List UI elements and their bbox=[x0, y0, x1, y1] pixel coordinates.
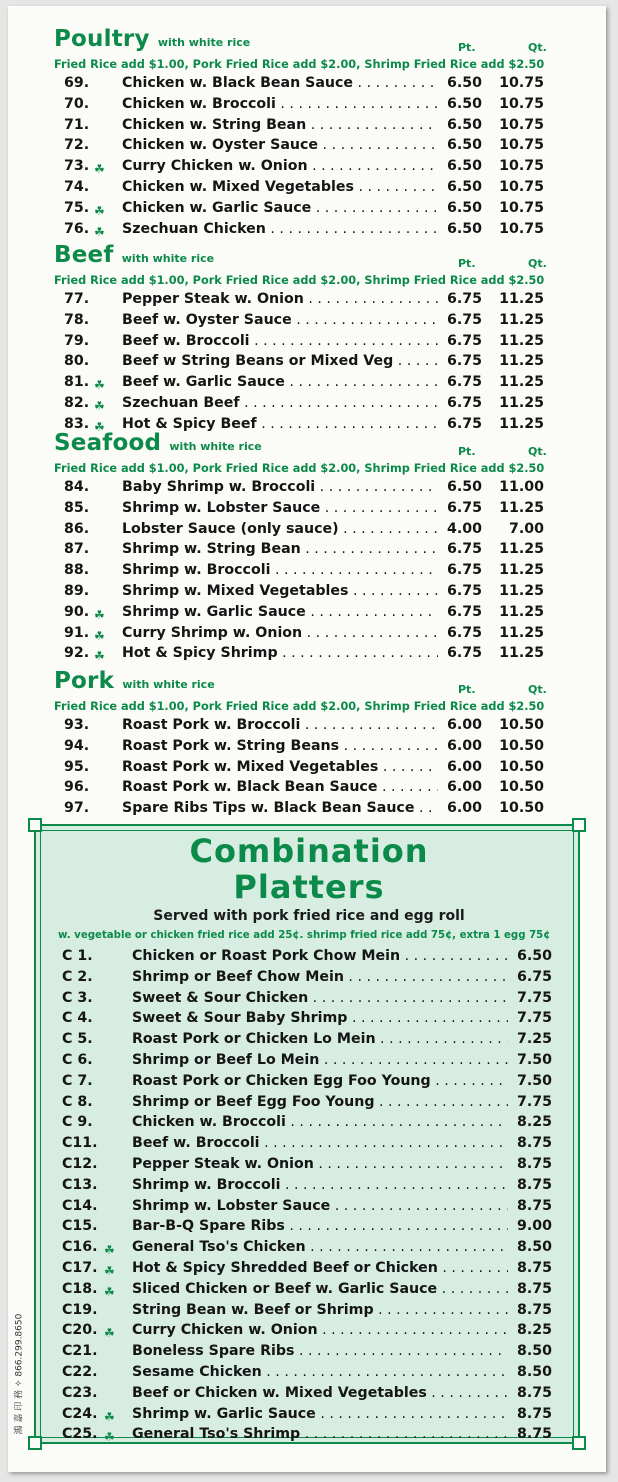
item-price-pint: 6.50 bbox=[446, 158, 482, 175]
combo-item-price: 8.75 bbox=[516, 1155, 552, 1172]
combo-item-number: C18. bbox=[62, 1280, 98, 1297]
item-price-pint: 6.00 bbox=[446, 758, 482, 775]
combo-item-price: 9.00 bbox=[516, 1218, 552, 1235]
item-price-quart: 11.25 bbox=[499, 645, 544, 662]
item-number: 70. bbox=[64, 95, 90, 112]
combo-item-row bbox=[36, 1258, 582, 1279]
item-price-quart: 11.25 bbox=[499, 415, 544, 432]
column-quart-label: Qt. bbox=[528, 41, 547, 54]
item-name: Shrimp w. Broccoli . . . bbox=[122, 560, 438, 581]
item-name: Chicken w. Oyster Sauce . . . bbox=[122, 135, 438, 156]
combo-item-row bbox=[36, 1300, 582, 1321]
item-number: 85. bbox=[64, 499, 90, 516]
combo-title-line2: Platters bbox=[233, 868, 385, 906]
combo-item-price: 6.50 bbox=[516, 948, 552, 964]
combo-item-number: C22. bbox=[62, 1363, 98, 1380]
item-name: Shrimp w. String Bean . . . bbox=[122, 539, 438, 560]
combo-item-number: C15. bbox=[62, 1218, 98, 1235]
combo-item-row bbox=[36, 1175, 582, 1196]
combo-item-name: Shrimp or Beef Egg Foo Young . . . bbox=[132, 1092, 508, 1113]
menu-item-row bbox=[8, 289, 606, 310]
combo-item-name: Sliced Chicken or Beef w. Garlic Sauce . . . bbox=[132, 1279, 508, 1300]
menu-item-row bbox=[8, 372, 606, 393]
item-name: Pepper Steak w. Onion . . . bbox=[122, 289, 438, 310]
column-pint-label: Pt. bbox=[458, 41, 476, 54]
item-number: 84. bbox=[64, 479, 90, 495]
section-subtitle: with white rice bbox=[122, 678, 215, 691]
item-price-quart: 11.25 bbox=[499, 353, 544, 370]
spicy-leaf-icon: ☘ bbox=[104, 1243, 115, 1258]
item-price-pint: 6.75 bbox=[446, 332, 482, 349]
corner-ornament-icon bbox=[572, 818, 586, 832]
combo-item-name: Shrimp w. Garlic Sauce . . . bbox=[132, 1404, 508, 1425]
item-price-pint: 6.75 bbox=[446, 394, 482, 411]
item-price-pint: 6.75 bbox=[446, 624, 482, 641]
item-number: 71. bbox=[64, 116, 90, 133]
menu-item-row bbox=[8, 519, 606, 540]
combo-item-row bbox=[36, 1133, 582, 1154]
item-price-quart: 11.00 bbox=[499, 479, 544, 495]
column-pint-label: Pt. bbox=[458, 683, 476, 696]
combo-item-price: 8.75 bbox=[516, 1301, 552, 1318]
item-name: Chicken w. Garlic Sauce . . . bbox=[122, 198, 438, 219]
combo-item-row bbox=[36, 1383, 582, 1404]
item-price-pint: 6.50 bbox=[446, 116, 482, 133]
item-number: 80. bbox=[64, 353, 90, 370]
menu-item-row bbox=[8, 156, 606, 177]
item-price-pint: 6.75 bbox=[446, 311, 482, 328]
item-name: Baby Shrimp w. Broccoli . . . bbox=[122, 477, 438, 498]
section-title-text: Seafood bbox=[54, 430, 162, 456]
combo-item-row bbox=[36, 1112, 582, 1133]
corner-ornament-icon bbox=[28, 818, 42, 832]
menu-item-row bbox=[8, 94, 606, 115]
item-price-quart: 10.75 bbox=[499, 75, 544, 91]
menu-item-row bbox=[8, 715, 606, 736]
item-name: Shrimp w. Garlic Sauce . . . bbox=[122, 602, 438, 623]
section-note: Fried Rice add $1.00, Pork Fried Rice add $2.00, Shrimp Fried Rice add $2.50 bbox=[54, 700, 545, 713]
section-beef bbox=[8, 242, 606, 435]
combo-item-row bbox=[36, 1341, 582, 1362]
menu-item-row bbox=[8, 581, 606, 602]
combo-item-number: C 8. bbox=[62, 1093, 93, 1110]
item-price-quart: 10.75 bbox=[499, 178, 544, 195]
combo-item-price: 7.25 bbox=[516, 1031, 552, 1048]
item-name: Curry Shrimp w. Onion . . . bbox=[122, 623, 438, 644]
item-price-quart: 11.25 bbox=[499, 499, 544, 516]
combo-item-row bbox=[36, 967, 582, 988]
item-number: 74. bbox=[64, 178, 90, 195]
combo-item-name: Sesame Chicken . . . bbox=[132, 1362, 508, 1383]
combo-item-price: 8.50 bbox=[516, 1343, 552, 1360]
item-price-quart: 11.25 bbox=[499, 394, 544, 411]
item-price-quart: 10.75 bbox=[499, 199, 544, 216]
combo-note: w. vegetable or chicken fried rice add 25¢. shrimp fried rice add 75¢, extra 1 egg 75¢ bbox=[58, 930, 551, 941]
spicy-leaf-icon: ☘ bbox=[104, 1409, 115, 1424]
item-name: Beef w. Oyster Sauce . . . bbox=[122, 310, 438, 331]
spicy-leaf-icon: ☘ bbox=[94, 224, 105, 239]
menu-item-row bbox=[8, 177, 606, 198]
combo-item-number: C12. bbox=[62, 1155, 98, 1172]
combo-item-price: 8.25 bbox=[516, 1322, 552, 1339]
item-name: Szechuan Beef . . . bbox=[122, 393, 438, 414]
combo-item-number: C14. bbox=[62, 1197, 98, 1214]
item-price-pint: 6.50 bbox=[446, 95, 482, 112]
item-name: Hot & Spicy Beef . . . bbox=[122, 414, 438, 435]
column-quart-label: Qt. bbox=[528, 445, 547, 458]
menu-page bbox=[8, 6, 606, 1472]
column-pint-label: Pt. bbox=[458, 445, 476, 458]
combo-item-name: Bar-B-Q Spare Ribs . . . bbox=[132, 1216, 508, 1237]
combo-item-price: 7.75 bbox=[516, 1093, 552, 1110]
combo-subtitle: Served with pork fried rice and egg roll bbox=[153, 908, 465, 924]
combo-item-price: 6.75 bbox=[516, 968, 552, 985]
column-quart-label: Qt. bbox=[528, 683, 547, 696]
spicy-leaf-icon: ☘ bbox=[94, 398, 105, 413]
combo-item-number: C11. bbox=[62, 1135, 98, 1152]
item-name: Roast Pork w. String Beans . . . bbox=[122, 736, 438, 757]
section-header bbox=[8, 430, 606, 460]
item-price-quart: 11.25 bbox=[499, 582, 544, 599]
item-number: 76. bbox=[64, 220, 90, 237]
spicy-leaf-icon: ☘ bbox=[94, 419, 105, 434]
combo-item-name: Shrimp w. Lobster Sauce . . . bbox=[132, 1196, 508, 1217]
item-price-pint: 6.50 bbox=[446, 479, 482, 495]
menu-item-row bbox=[8, 135, 606, 156]
combo-item-price: 8.75 bbox=[516, 1197, 552, 1214]
combo-item-name: Sweet & Sour Baby Shrimp . . . bbox=[132, 1008, 508, 1029]
item-name: Beef w. Broccoli . . . bbox=[122, 331, 438, 352]
combo-item-row bbox=[36, 1404, 582, 1425]
item-name: Roast Pork w. Black Bean Sauce . . . bbox=[122, 777, 438, 798]
item-name: Chicken w. String Bean . . . bbox=[122, 115, 438, 136]
combo-item-number: C 7. bbox=[62, 1072, 93, 1089]
item-price-pint: 6.50 bbox=[446, 137, 482, 154]
section-note: Fried Rice add $1.00, Pork Fried Rice add $2.00, Shrimp Fried Rice add $2.50 bbox=[54, 274, 545, 287]
combo-item-number: C16. bbox=[62, 1239, 98, 1256]
item-price-quart: 11.25 bbox=[499, 562, 544, 579]
item-price-quart: 10.50 bbox=[499, 737, 544, 754]
printer-credit-text: 鴻 嘉 印 務 ✧ 866.299.8650 bbox=[14, 1313, 25, 1435]
combo-item-name: Hot & Spicy Shredded Beef or Chicken . . . bbox=[132, 1258, 508, 1279]
combo-item-number: C 5. bbox=[62, 1031, 93, 1048]
menu-item-row bbox=[8, 602, 606, 623]
combo-item-name: Pepper Steak w. Onion . . . bbox=[132, 1154, 508, 1175]
combo-item-price: 8.25 bbox=[516, 1114, 552, 1131]
item-price-quart: 10.75 bbox=[499, 95, 544, 112]
item-number: 77. bbox=[64, 291, 90, 307]
combination-platters-box bbox=[34, 824, 580, 1444]
item-number: 72. bbox=[64, 137, 90, 154]
item-name: Shrimp w. Mixed Vegetables . . . bbox=[122, 581, 438, 602]
combo-item-number: C 1. bbox=[62, 948, 93, 964]
item-number: 90. bbox=[64, 603, 90, 620]
combo-item-number: C 9. bbox=[62, 1114, 93, 1131]
item-name: Beef w. Garlic Sauce . . . bbox=[122, 372, 438, 393]
combo-item-row bbox=[36, 1320, 582, 1341]
menu-item-row bbox=[8, 115, 606, 136]
item-number: 93. bbox=[64, 717, 90, 733]
item-price-pint: 6.75 bbox=[446, 291, 482, 307]
item-number: 97. bbox=[64, 800, 90, 817]
combo-item-number: C20. bbox=[62, 1322, 98, 1339]
combo-item-row bbox=[36, 1154, 582, 1175]
section-title-text: Poultry bbox=[54, 26, 150, 52]
menu-item-row bbox=[8, 310, 606, 331]
combo-item-name: Shrimp or Beef Chow Mein . . . bbox=[132, 967, 508, 988]
combo-item-price: 7.50 bbox=[516, 1051, 552, 1068]
combo-item-row bbox=[36, 946, 582, 967]
item-price-quart: 11.25 bbox=[499, 603, 544, 620]
combo-item-row bbox=[36, 1196, 582, 1217]
item-price-pint: 6.75 bbox=[446, 374, 482, 391]
item-name: Curry Chicken w. Onion . . . bbox=[122, 156, 438, 177]
item-price-quart: 11.25 bbox=[499, 311, 544, 328]
item-price-pint: 4.00 bbox=[446, 520, 482, 537]
menu-item-row bbox=[8, 331, 606, 352]
combo-item-name: Beef or Chicken w. Mixed Vegetables . . . bbox=[132, 1383, 508, 1404]
spicy-leaf-icon: ☘ bbox=[94, 607, 105, 622]
item-number: 87. bbox=[64, 541, 90, 558]
item-price-quart: 11.25 bbox=[499, 624, 544, 641]
item-price-pint: 6.00 bbox=[446, 779, 482, 796]
column-quart-label: Qt. bbox=[528, 257, 547, 270]
combo-item-price: 8.75 bbox=[516, 1259, 552, 1276]
combo-item-number: C23. bbox=[62, 1384, 98, 1401]
menu-item-row bbox=[8, 219, 606, 240]
item-price-pint: 6.00 bbox=[446, 717, 482, 733]
item-number: 94. bbox=[64, 737, 90, 754]
item-number: 75. bbox=[64, 199, 90, 216]
section-title bbox=[54, 242, 214, 272]
combo-item-number: C21. bbox=[62, 1343, 98, 1360]
combo-item-number: C24. bbox=[62, 1405, 98, 1422]
menu-item-row bbox=[8, 539, 606, 560]
section-header bbox=[8, 26, 606, 56]
item-number: 96. bbox=[64, 779, 90, 796]
section-title-text: Pork bbox=[54, 668, 115, 694]
item-name: Chicken w. Broccoli . . . bbox=[122, 94, 438, 115]
item-price-quart: 10.50 bbox=[499, 717, 544, 733]
combo-item-name: Boneless Spare Ribs . . . bbox=[132, 1341, 508, 1362]
section-header bbox=[8, 242, 606, 272]
combo-title-line1: Combination bbox=[189, 832, 429, 870]
item-price-quart: 10.75 bbox=[499, 158, 544, 175]
item-price-quart: 10.50 bbox=[499, 758, 544, 775]
column-pint-label: Pt. bbox=[458, 257, 476, 270]
item-price-pint: 6.00 bbox=[446, 737, 482, 754]
item-price-quart: 7.00 bbox=[508, 520, 544, 537]
section-seafood bbox=[8, 430, 606, 664]
item-name: Chicken w. Black Bean Sauce . . . bbox=[122, 73, 438, 94]
combo-item-row bbox=[36, 1424, 582, 1445]
combo-item-price: 8.75 bbox=[516, 1280, 552, 1297]
combo-item-name: Chicken or Roast Pork Chow Mein . . . bbox=[132, 946, 508, 967]
item-number: 89. bbox=[64, 582, 90, 599]
item-name: Spare Ribs Tips w. Black Bean Sauce . . . bbox=[122, 798, 438, 819]
combo-item-price: 7.75 bbox=[516, 989, 552, 1006]
menu-item-row bbox=[8, 477, 606, 498]
menu-item-row bbox=[8, 560, 606, 581]
item-price-pint: 6.75 bbox=[446, 499, 482, 516]
item-price-pint: 6.50 bbox=[446, 75, 482, 91]
section-title-text: Beef bbox=[54, 242, 114, 268]
menu-item-row bbox=[8, 777, 606, 798]
menu-item-row bbox=[8, 623, 606, 644]
item-number: 86. bbox=[64, 520, 90, 537]
spicy-leaf-icon: ☘ bbox=[94, 162, 105, 177]
combo-item-price: 8.75 bbox=[516, 1426, 552, 1443]
item-name: Roast Pork w. Broccoli . . . bbox=[122, 715, 438, 736]
combo-item-number: C 2. bbox=[62, 968, 93, 985]
section-note: Fried Rice add $1.00, Pork Fried Rice add $2.00, Shrimp Fried Rice add $2.50 bbox=[54, 462, 545, 475]
item-price-quart: 10.50 bbox=[499, 779, 544, 796]
combo-item-number: C13. bbox=[62, 1176, 98, 1193]
item-number: 69. bbox=[64, 75, 90, 91]
menu-item-row bbox=[8, 643, 606, 664]
combo-item-name: Sweet & Sour Chicken . . . bbox=[132, 988, 508, 1009]
combo-item-number: C17. bbox=[62, 1259, 98, 1276]
combo-item-name: General Tso's Shrimp . . . bbox=[132, 1424, 508, 1445]
combo-item-row bbox=[36, 1008, 582, 1029]
item-price-quart: 10.50 bbox=[499, 800, 544, 817]
item-name: Szechuan Chicken . . . bbox=[122, 219, 438, 240]
spicy-leaf-icon: ☘ bbox=[104, 1263, 115, 1278]
spicy-leaf-icon: ☘ bbox=[94, 649, 105, 664]
menu-item-row bbox=[8, 498, 606, 519]
combo-item-price: 8.50 bbox=[516, 1239, 552, 1256]
combo-item-price: 8.75 bbox=[516, 1135, 552, 1152]
combo-item-list bbox=[36, 946, 582, 1445]
item-price-pint: 6.75 bbox=[446, 353, 482, 370]
combo-item-name: Curry Chicken w. Onion . . . bbox=[132, 1320, 508, 1341]
item-price-quart: 11.25 bbox=[499, 374, 544, 391]
combo-item-name: Roast Pork or Chicken Lo Mein . . . bbox=[132, 1029, 508, 1050]
item-number: 91. bbox=[64, 624, 90, 641]
item-price-pint: 6.50 bbox=[446, 220, 482, 237]
item-number: 78. bbox=[64, 311, 90, 328]
combo-item-name: Beef w. Broccoli . . . bbox=[132, 1133, 508, 1154]
combo-item-row bbox=[36, 1092, 582, 1113]
combo-item-name: String Bean w. Beef or Shrimp . . . bbox=[132, 1300, 508, 1321]
item-price-pint: 6.75 bbox=[446, 562, 482, 579]
section-subtitle: with white rice bbox=[169, 440, 262, 453]
item-price-quart: 10.75 bbox=[499, 220, 544, 237]
item-price-pint: 6.75 bbox=[446, 415, 482, 432]
printer-credit bbox=[8, 1306, 28, 1446]
item-number: 83. bbox=[64, 415, 90, 432]
combo-item-name: Shrimp or Beef Lo Mein . . . bbox=[132, 1050, 508, 1071]
combo-item-name: Chicken w. Broccoli . . . bbox=[132, 1112, 508, 1133]
section-note: Fried Rice add $1.00, Pork Fried Rice add $2.00, Shrimp Fried Rice add $2.50 bbox=[54, 58, 545, 71]
item-number: 81. bbox=[64, 374, 90, 391]
item-price-pint: 6.75 bbox=[446, 582, 482, 599]
combo-item-row bbox=[36, 1050, 582, 1071]
combo-item-row bbox=[36, 988, 582, 1009]
spicy-leaf-icon: ☘ bbox=[94, 628, 105, 643]
combo-item-row bbox=[36, 1362, 582, 1383]
item-price-quart: 11.25 bbox=[499, 332, 544, 349]
combo-item-name: General Tso's Chicken . . . bbox=[132, 1237, 508, 1258]
item-price-pint: 6.00 bbox=[446, 800, 482, 817]
item-number: 88. bbox=[64, 562, 90, 579]
item-price-quart: 11.25 bbox=[499, 541, 544, 558]
combo-item-price: 7.50 bbox=[516, 1072, 552, 1089]
section-header bbox=[8, 668, 606, 698]
section-poultry bbox=[8, 26, 606, 239]
section-pork bbox=[8, 668, 606, 819]
item-name: Shrimp w. Lobster Sauce . . . bbox=[122, 498, 438, 519]
menu-item-row bbox=[8, 73, 606, 94]
item-name: Lobster Sauce (only sauce) . . . bbox=[122, 519, 438, 540]
section-subtitle: with white rice bbox=[121, 252, 215, 265]
menu-item-row bbox=[8, 198, 606, 219]
item-name: Hot & Spicy Shrimp . . . bbox=[122, 643, 438, 664]
menu-item-row bbox=[8, 798, 606, 819]
spicy-leaf-icon: ☘ bbox=[94, 203, 105, 218]
item-number: 79. bbox=[64, 332, 90, 349]
combo-item-number: C 4. bbox=[62, 1010, 93, 1027]
section-title bbox=[54, 26, 250, 56]
combo-item-row bbox=[36, 1237, 582, 1258]
combo-item-name: Shrimp w. Broccoli . . . bbox=[132, 1175, 508, 1196]
combo-item-name: Roast Pork or Chicken Egg Foo Young . . . bbox=[132, 1071, 508, 1092]
section-title bbox=[54, 668, 215, 698]
item-price-pint: 6.50 bbox=[446, 178, 482, 195]
item-name: Roast Pork w. Mixed Vegetables . . . bbox=[122, 757, 438, 778]
combo-item-number: C 3. bbox=[62, 989, 93, 1006]
item-price-pint: 6.50 bbox=[446, 199, 482, 216]
section-title bbox=[54, 430, 262, 460]
combo-item-price: 8.75 bbox=[516, 1176, 552, 1193]
item-price-pint: 6.75 bbox=[446, 603, 482, 620]
menu-item-row bbox=[8, 757, 606, 778]
combo-item-price: 7.75 bbox=[516, 1010, 552, 1027]
section-subtitle: with white rice bbox=[157, 36, 251, 49]
combo-item-price: 8.50 bbox=[516, 1363, 552, 1380]
spicy-leaf-icon: ☘ bbox=[94, 378, 105, 393]
item-name: Beef w String Beans or Mixed Veg . . . bbox=[122, 351, 438, 372]
item-number: 82. bbox=[64, 394, 90, 411]
item-name: Chicken w. Mixed Vegetables . . . bbox=[122, 177, 438, 198]
combo-item-number: C 6. bbox=[62, 1051, 93, 1068]
combo-item-row bbox=[36, 1071, 582, 1092]
item-price-quart: 10.75 bbox=[499, 116, 544, 133]
combo-item-row bbox=[36, 1216, 582, 1237]
combo-item-price: 8.75 bbox=[516, 1405, 552, 1422]
combo-item-row bbox=[36, 1029, 582, 1050]
item-price-quart: 10.75 bbox=[499, 137, 544, 154]
combo-item-number: C25. bbox=[62, 1426, 98, 1443]
combo-item-row bbox=[36, 1279, 582, 1300]
item-number: 92. bbox=[64, 645, 90, 662]
spicy-leaf-icon: ☘ bbox=[104, 1326, 115, 1341]
item-number: 95. bbox=[64, 758, 90, 775]
menu-item-row bbox=[8, 736, 606, 757]
item-number: 73. bbox=[64, 158, 90, 175]
combo-item-number: C19. bbox=[62, 1301, 98, 1318]
item-price-quart: 11.25 bbox=[499, 291, 544, 307]
menu-item-row bbox=[8, 393, 606, 414]
menu-item-row bbox=[8, 351, 606, 372]
item-price-pint: 6.75 bbox=[446, 645, 482, 662]
item-price-pint: 6.75 bbox=[446, 541, 482, 558]
combo-item-price: 8.75 bbox=[516, 1384, 552, 1401]
spicy-leaf-icon: ☘ bbox=[104, 1284, 115, 1299]
spicy-leaf-icon: ☘ bbox=[104, 1430, 115, 1445]
